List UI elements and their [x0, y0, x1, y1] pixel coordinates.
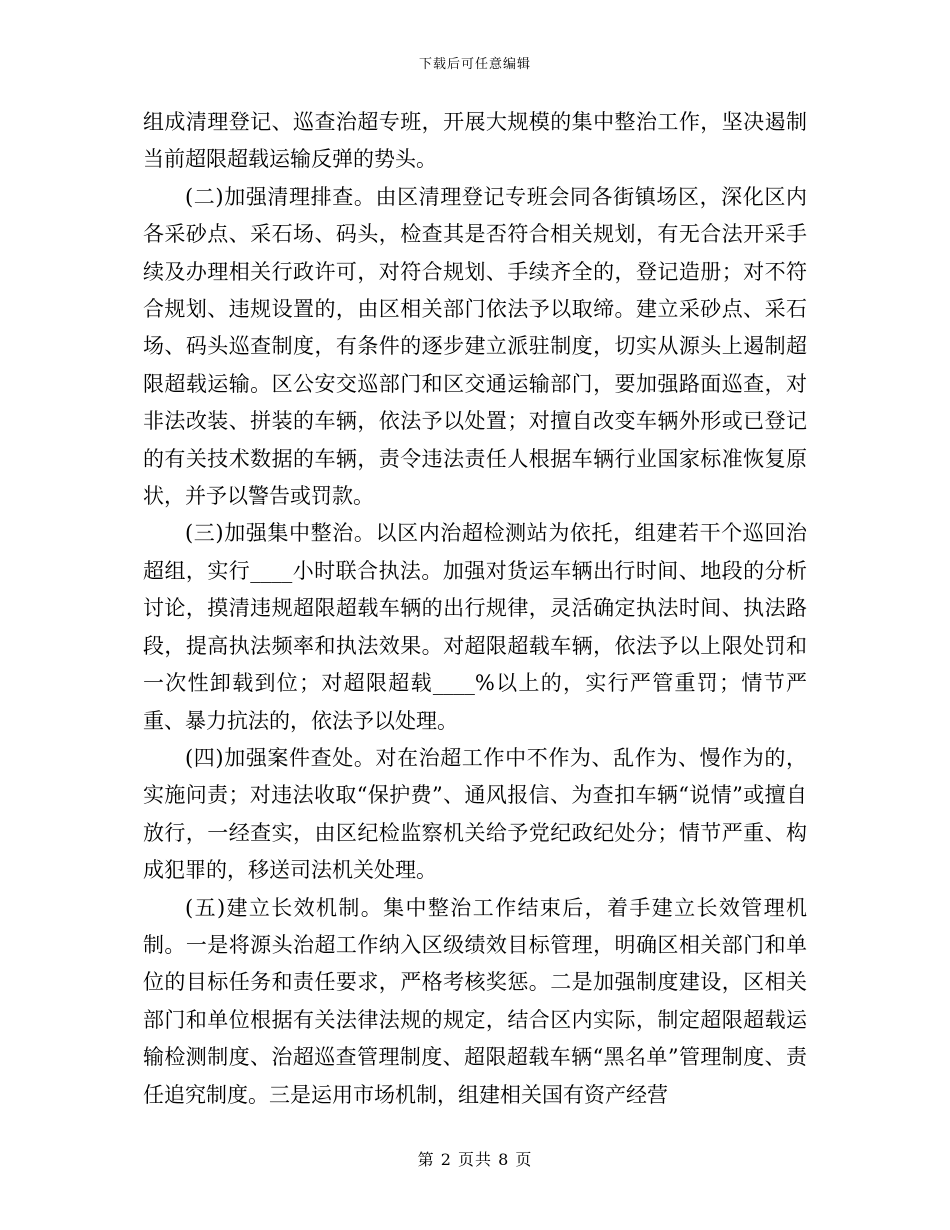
paragraph-section-4: (四)加强案件查处。对在治超工作中不作为、乱作为、慢作为的，实施问责；对违法收取“保护费”、通风报信、为查扣车辆“说情”或擅自放行，一经查实，由区纪检监察机关给予党纪政纪处分；情节严重、构成犯罪的，移送司法机关处理。	[143, 745, 807, 883]
document-body	[143, 104, 807, 1114]
paragraph-section-5: (五)建立长效机制。集中整治工作结束后，着手建立长效管理机制。一是将源头治超工作纳入区级绩效目标管理，明确区相关部门和单位的目标任务和责任要求，严格考核奖惩。二是加强制度建设，区相关部门和单位根据有关法律法规的规定，结合区内实际，制定超限超载运输检测制度、治超巡查管理制度、超限超载车辆“黑名单”管理制度、责任追究制度。三是运用市场机制，组建相关国有资产经营	[143, 895, 807, 1107]
page-header: 下载后可任意编辑	[418, 57, 531, 72]
page-footer: 第 2 页共 8 页	[417, 1150, 533, 1169]
paragraph-continuation: 组成清理登记、巡查治超专班，开展大规模的集中整治工作，坚决遏制当前超限超载运输反弹的势头。	[143, 110, 807, 172]
paragraph-section-2: (二)加强清理排查。由区清理登记专班会同各街镇场区，深化区内各采砂点、采石场、码头，检查其是否符合相关规划，有无合法开采手续及办理相关行政许可，对符合规划、手续齐全的，登记造册；对不符合规划、违规设置的，由区相关部门依法予以取缔。建立采砂点、采石场、码头巡查制度，有条件的逐步建立派驻制度，切实从源头上遏制超限超载运输。区公安交巡部门和区交通运输部门，要加强路面巡查，对非法改装、拼装的车辆，依法予以处置；对擅自改变车辆外形或已登记的有关技术数据的车辆，责令违法责任人根据车辆行业国家标准恢复原状，并予以警告或罚款。	[143, 184, 807, 509]
paragraph-section-3: (三)加强集中整治。以区内治超检测站为依托，组建若干个巡回治超组，实行____小时联合执法。加强对货运车辆出行时间、地段的分析讨论，摸清违规超限超载车辆的出行规律，灵活确定执法时间、执法路段，提高执法频率和执法效果。对超限超载车辆，依法予以上限处罚和一次性卸载到位；对超限超载____%以上的，实行严管重罚；情节严重、暴力抗法的，依法予以处理。	[143, 521, 807, 733]
